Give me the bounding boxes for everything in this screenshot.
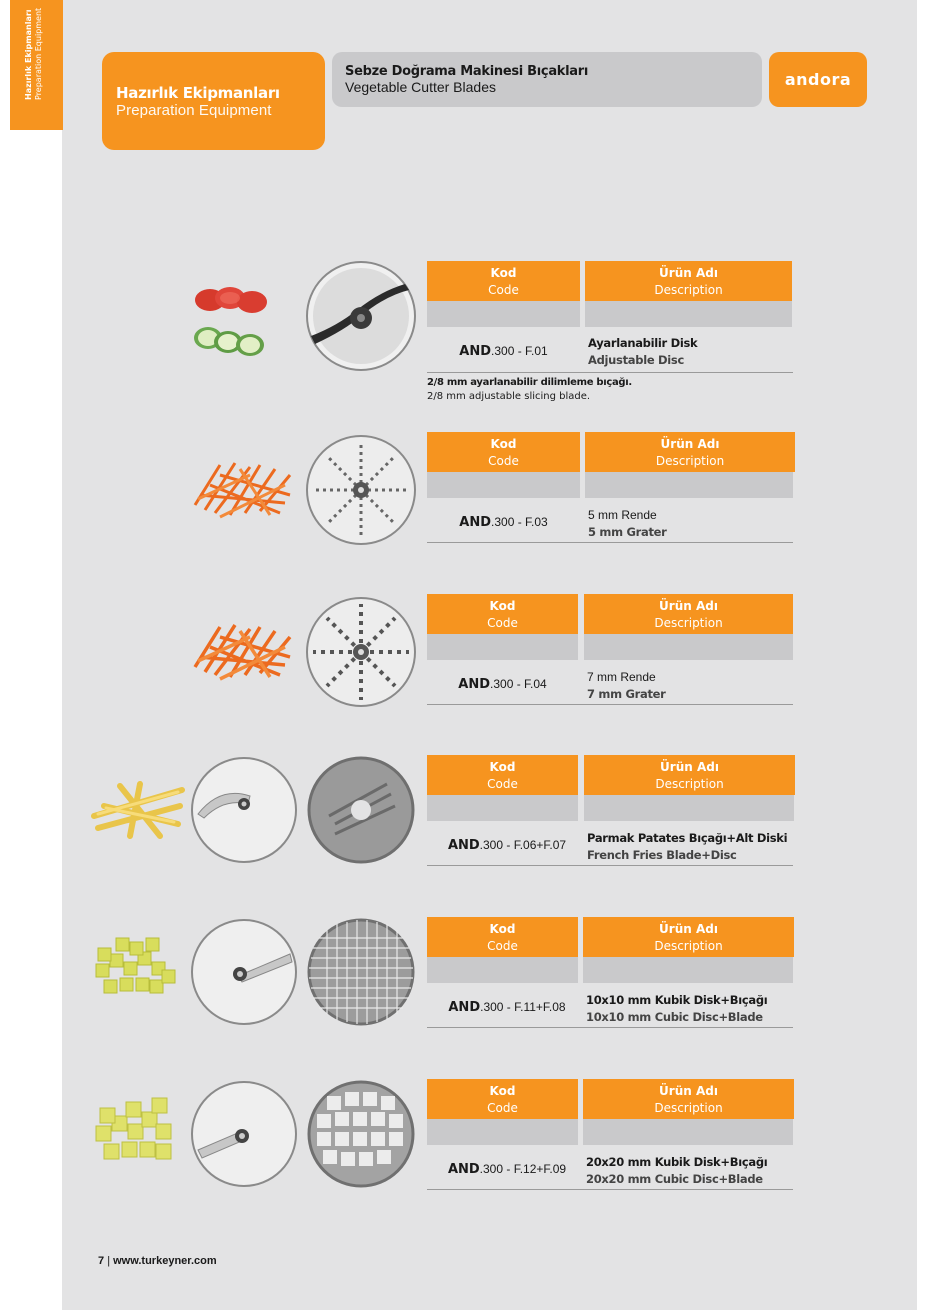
code-header-tr: Kod [489,599,516,613]
product-name-en: 20x20 mm Cubic Disc+Blade [586,1172,763,1186]
grater-disc-5mm-image [305,434,417,546]
name-header-tr: Ürün Adı [659,599,718,613]
code-column-header [427,594,578,634]
row-divider [427,542,793,543]
name-band [584,795,794,821]
code-header-tr: Kod [489,760,516,774]
name-band [585,472,793,498]
product-row [0,754,927,904]
product-code-prefix: AND [459,515,492,530]
product-note [427,376,787,404]
product-name-en: French Fries Blade+Disc [587,848,737,862]
row-divider [427,372,793,373]
page-footer [98,1255,217,1267]
product-description [588,335,793,369]
product-code [427,344,580,359]
name-column-header [585,261,792,301]
cubic-blade-image [190,1080,298,1188]
product-code-number: .300 - F.11+F.08 [480,1000,566,1014]
cubic-disc-10mm-image [305,916,417,1028]
code-header-tr: Kod [490,266,517,280]
side-tab-label [24,8,44,100]
row-divider [427,704,793,705]
grated-carrot-image [190,455,298,523]
name-column-header [584,594,793,634]
product-name-tr: 10x10 mm Kubik Disk+Bıçağı [586,993,768,1007]
product-name-en: Adjustable Disc [588,353,684,367]
product-code-prefix: AND [459,344,492,359]
product-name-tr: 20x20 mm Kubik Disk+Bıçağı [586,1155,768,1169]
side-section-tab [10,0,63,130]
product-name-en: 7 mm Grater [587,687,666,701]
product-group-header [332,52,762,107]
row-divider [427,1027,793,1028]
product-name-tr: Ayarlanabilir Disk [588,336,698,350]
product-code-prefix: AND [458,677,491,692]
cubic-blade-image [190,918,298,1026]
name-header-tr: Ürün Adı [659,266,718,280]
code-header-tr: Kod [489,922,516,936]
product-note-en: 2/8 mm adjustable slicing blade. [427,391,591,402]
product-name-en: 5 mm Grater [588,525,667,539]
french-fries-disc-image [305,754,417,866]
name-header-tr: Ürün Adı [659,1084,718,1098]
row-divider [427,1189,793,1190]
category-header [102,52,325,150]
product-code-number: .300 - F.03 [491,515,548,529]
footer-separator: | [107,1255,111,1267]
product-description [586,1154,796,1188]
name-band [584,634,793,660]
page-number: 7 [98,1255,105,1267]
code-header-en: Code [487,939,518,953]
row-divider [427,865,793,866]
code-band [427,634,578,660]
name-header-en: Description [655,454,725,468]
product-row [0,260,927,410]
product-row [0,431,927,581]
code-header-en: Code [487,616,518,630]
tomato-cucumber-slices-image [190,282,280,366]
product-code-prefix: AND [448,1000,481,1015]
code-header-en: Code [488,283,519,297]
product-note-tr: 2/8 mm ayarlanabilir dilimleme bıçağı. [427,377,632,388]
french-fries-image [90,776,186,842]
code-band [427,1119,578,1145]
name-header-en: Description [654,1101,723,1115]
product-row [0,593,927,743]
cubic-disc-20mm-image [305,1078,417,1190]
product-row [0,1078,927,1228]
code-header-en: Code [487,777,518,791]
product-code-prefix: AND [447,838,480,853]
product-description [588,507,793,541]
product-code [427,1000,587,1015]
product-row [0,916,927,1066]
product-group-title-tr: Sebze Doğrama Makinesi Bıçakları [345,64,589,79]
name-band [583,957,793,983]
code-column-header [427,261,580,301]
product-name-tr: Parmak Patates Bıçağı+Alt Diski [587,831,788,845]
product-code-number: .300 - F.12+F.09 [479,1162,567,1176]
product-group-title-en: Vegetable Cutter Blades [345,79,496,95]
code-column-header [427,1079,578,1119]
name-header-tr: Ürün Adı [660,760,719,774]
name-header-en: Description [655,777,724,791]
product-code-number: .300 - F.01 [491,344,548,358]
product-code-number: .300 - F.04 [490,677,547,691]
code-header-en: Code [487,1101,518,1115]
name-header-en: Description [654,283,723,297]
category-title-tr: Hazırlık Ekipmanları [116,84,280,102]
product-code [427,838,587,853]
name-band [583,1119,793,1145]
name-column-header [585,432,795,472]
name-header-tr: Ürün Adı [660,437,720,451]
product-code [427,1162,587,1177]
product-name-tr: 7 mm Rende [587,670,656,684]
product-description [587,669,792,703]
name-band [585,301,792,327]
category-title-en: Preparation Equipment [116,102,272,119]
footer-website-link[interactable]: www.turkeyner.com [113,1255,217,1267]
code-band [427,472,580,498]
product-code [427,677,578,692]
code-band [427,301,580,327]
name-header-en: Description [654,939,723,953]
name-header-en: Description [654,616,723,630]
code-column-header [427,917,578,957]
code-header-en: Code [488,454,519,468]
product-code-prefix: AND [447,1162,480,1177]
brand-logo: andora [769,52,867,107]
product-description [587,830,797,864]
diced-potato-image [90,934,182,1006]
side-tab-subtitle: Preparation Equipment [34,7,43,100]
code-band [427,957,578,983]
product-code [427,515,580,530]
grater-disc-7mm-image [305,596,417,708]
product-name-tr: 5 mm Rende [588,508,657,522]
product-name-en: 10x10 mm Cubic Disc+Blade [586,1010,763,1024]
name-column-header [583,917,794,957]
code-column-header [427,755,578,795]
code-band [427,795,578,821]
french-fries-blade-image [190,756,298,864]
grated-carrot-image [190,617,298,685]
product-description [586,992,796,1026]
adjustable-disc-image [305,260,417,372]
product-code-number: .300 - F.06+F.07 [479,838,567,852]
code-header-tr: Kod [489,1084,516,1098]
name-column-header [583,1079,794,1119]
name-column-header [584,755,795,795]
code-header-tr: Kod [490,437,517,451]
side-tab-title: Hazırlık Ekipmanları [24,9,33,100]
diced-potato-image [90,1096,182,1170]
name-header-tr: Ürün Adı [659,922,718,936]
code-column-header [427,432,580,472]
